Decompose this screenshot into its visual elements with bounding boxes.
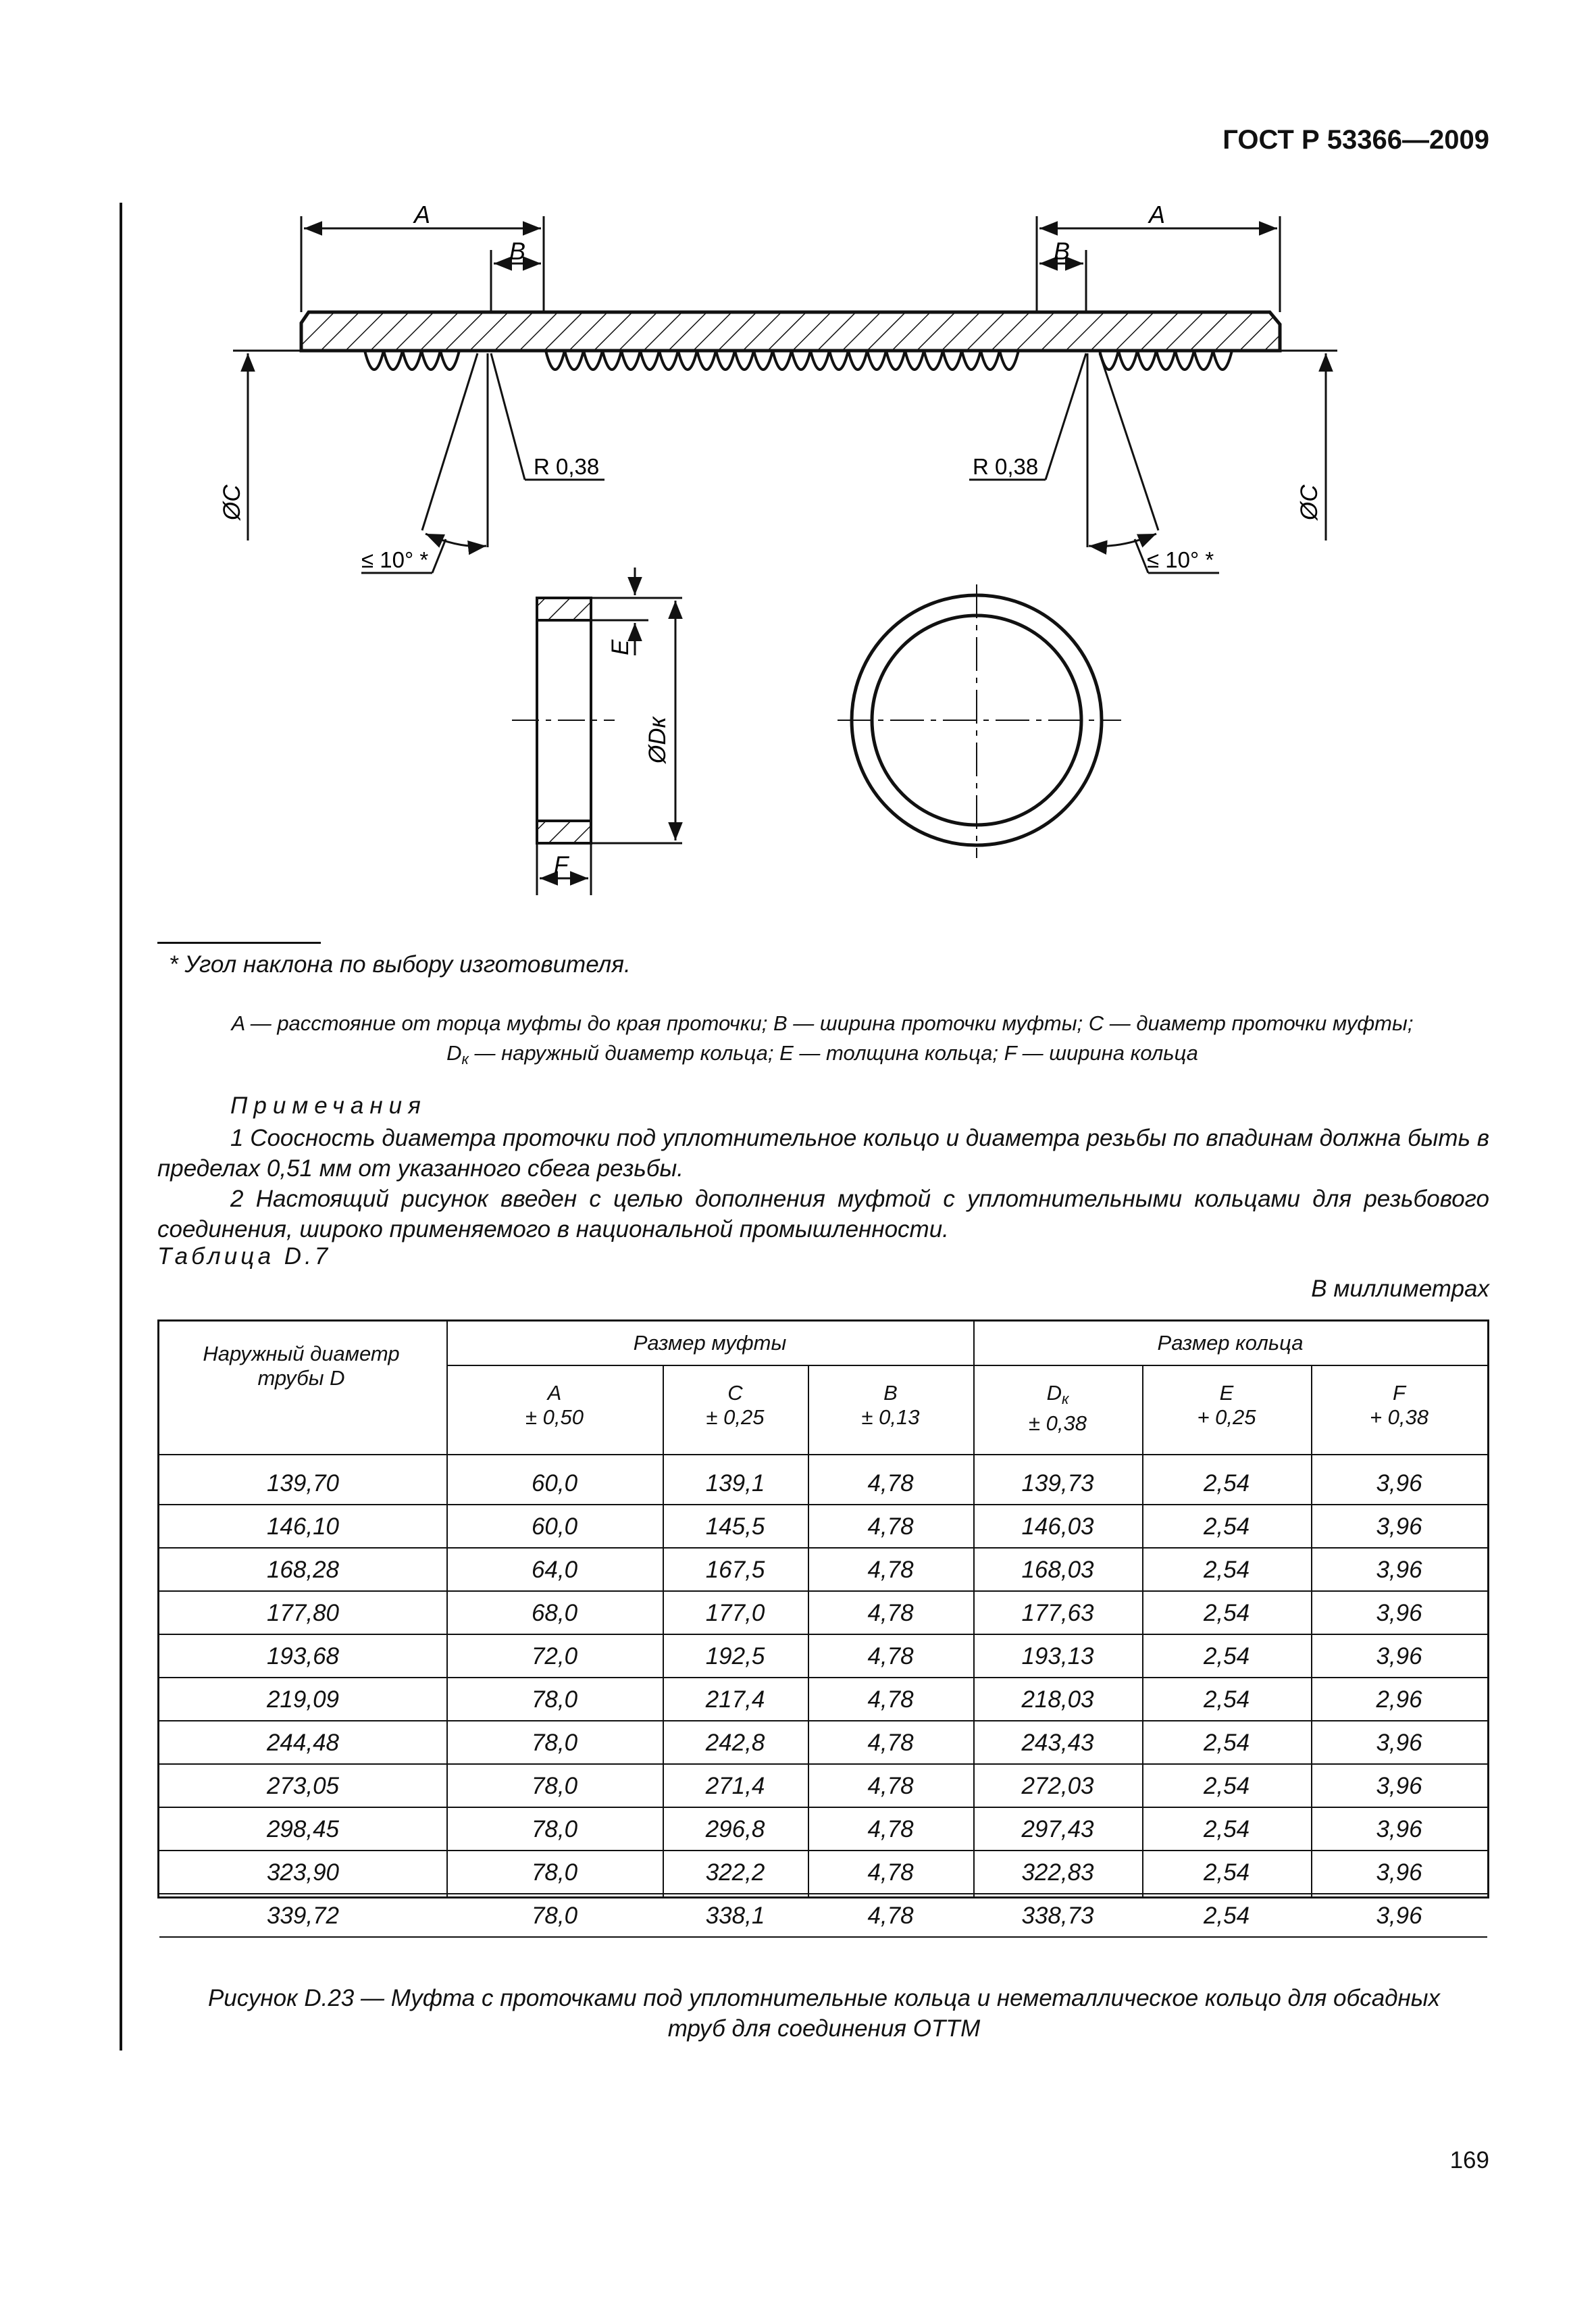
table-cell: 146,03: [1021, 1513, 1094, 1540]
table-cell: 78,0: [531, 1816, 578, 1842]
coupling-section: [301, 312, 1280, 351]
header-col-tolerance: + 0,25: [1197, 1405, 1256, 1429]
legend-dk-subscript: к: [461, 1051, 469, 1067]
table-cell: 2,54: [1203, 1859, 1250, 1886]
table-cell: 4,78: [867, 1600, 914, 1626]
table-cell: 4,78: [867, 1557, 914, 1583]
table-cell: 192,5: [705, 1643, 765, 1669]
header-col-name: C: [727, 1381, 743, 1405]
label-ring-thickness-e: E: [607, 639, 634, 655]
header-col-2: [663, 1381, 808, 1430]
header-group-coupling: Размер муфты: [633, 1331, 787, 1355]
header-col-5: [1142, 1381, 1311, 1430]
table-cell: 177,0: [705, 1600, 765, 1626]
header-col-3: [808, 1381, 973, 1430]
label-ring-diameter-dk: ØDк: [644, 716, 671, 763]
table-cell: 3,96: [1376, 1859, 1422, 1886]
table-cell: 3,96: [1376, 1730, 1422, 1756]
table-cell: 78,0: [531, 1859, 578, 1886]
table-cell: 339,72: [266, 1903, 340, 1929]
table-cell: 60,0: [531, 1470, 578, 1496]
header-col-tolerance: ± 0,25: [706, 1405, 765, 1429]
table-cell: 177,63: [1021, 1600, 1094, 1626]
legend-line-1: A — расстояние от торца муфты до края проточки; B — ширина проточки муфты; C — диаметр проточки муфты;: [231, 1011, 1414, 1035]
table-cell: 68,0: [531, 1600, 578, 1626]
table-cell: 2,54: [1203, 1903, 1250, 1929]
table-cell: 168,03: [1021, 1557, 1094, 1583]
table-cell: 298,45: [266, 1816, 340, 1842]
table-cell: 168,28: [266, 1557, 340, 1583]
table-cell: 167,5: [705, 1557, 765, 1583]
table-cell: 193,13: [1021, 1643, 1094, 1669]
table-cell: 78,0: [531, 1773, 578, 1799]
table-cell: 338,73: [1021, 1903, 1094, 1929]
table-cell: 4,78: [867, 1470, 914, 1496]
table-cell: 2,54: [1203, 1816, 1250, 1842]
label-ring-width-f: F: [554, 852, 569, 878]
label-diameter-c-left: ØC: [219, 484, 245, 520]
table-cell: 322,2: [705, 1859, 765, 1886]
table-cell: 297,43: [1021, 1816, 1094, 1842]
table-title: Таблица D.7: [157, 1243, 332, 1269]
table-cell: 3,96: [1376, 1600, 1422, 1626]
table-cell: 139,73: [1021, 1470, 1094, 1496]
header-col-name: $D_к$: [1046, 1381, 1069, 1407]
header-col-6: [1311, 1381, 1487, 1430]
notes-title: Примечания: [230, 1092, 427, 1119]
header-col-name: B: [883, 1381, 898, 1405]
header-col-4: [973, 1381, 1142, 1436]
ring-side-view: [512, 598, 615, 843]
table-cell: 4,78: [867, 1859, 914, 1886]
table-cell: 296,8: [705, 1816, 765, 1842]
table-cell: 3,96: [1376, 1513, 1422, 1540]
figure-caption: Рисунок D.23 — Муфта с проточками под уплотнительные кольца и неметаллическое кольцо для обсадных труб для соединения ОТТМ: [207, 1985, 1441, 2042]
table-cell: 72,0: [531, 1643, 578, 1669]
table-cell: 273,05: [266, 1773, 340, 1799]
header-col-tolerance: ± 0,38: [1029, 1411, 1087, 1435]
table-cell: 64,0: [531, 1557, 578, 1583]
table-cell: 139,70: [266, 1470, 340, 1496]
table-cell: 2,54: [1203, 1643, 1250, 1669]
note-1: 1 Соосность диаметра проточки под уплотнительное кольцо и диаметра резьбы по впадинам должна быть в пределах 0,51 мм от указанного сбега резьбы.: [157, 1125, 1489, 1182]
header-col-tolerance: + 0,38: [1369, 1405, 1429, 1429]
table-cell: 217,4: [705, 1686, 765, 1713]
table-cell: 3,96: [1376, 1816, 1422, 1842]
table-cell: 2,54: [1203, 1470, 1250, 1496]
table-cell: 177,80: [266, 1600, 340, 1626]
table-units: В миллиметрах: [1311, 1276, 1489, 1302]
header-col-name: A: [547, 1381, 562, 1405]
label-a-left: A: [413, 201, 431, 228]
header-col-tolerance: ± 0,13: [861, 1405, 920, 1429]
figure-legend: [155, 1009, 1489, 1074]
table-cell: 338,1: [705, 1903, 765, 1929]
legend-line-2: [155, 1038, 1489, 1074]
table-cell: 4,78: [867, 1643, 914, 1669]
label-angle-left: ≤ 10° *: [361, 547, 429, 572]
note-2: 2 Настоящий рисунок введен с целью дополнения муфтой с уплотнительными кольцами для резьбового соединения, широко применяемого в национальной промышленности.: [157, 1186, 1489, 1242]
table-cell: 323,90: [266, 1859, 340, 1886]
document-header: ГОСТ Р 53366—2009: [1222, 125, 1489, 155]
label-angle-right: ≤ 10° *: [1147, 547, 1214, 572]
table-cell: 2,96: [1376, 1686, 1422, 1713]
legend-dk: D: [446, 1041, 462, 1065]
table-cell: 4,78: [867, 1816, 914, 1842]
table-cell: 78,0: [531, 1903, 578, 1929]
label-a-right: A: [1148, 201, 1166, 228]
label-b-left: B: [509, 237, 526, 265]
table-cell: 3,96: [1376, 1557, 1422, 1583]
header-col-name: F: [1393, 1381, 1406, 1405]
label-radius-left: R 0,38: [534, 454, 600, 479]
table-cell: 193,68: [266, 1643, 340, 1669]
dimensions-table: [157, 1319, 1489, 1929]
table-cell: 4,78: [867, 1686, 914, 1713]
header-col-1: [446, 1381, 663, 1430]
header-outer-diameter: Наружный диаметр трубы D: [203, 1342, 400, 1390]
table-cell: 3,96: [1376, 1773, 1422, 1799]
table-cell: 4,78: [867, 1903, 914, 1929]
table-cell: 4,78: [867, 1513, 914, 1540]
label-diameter-c-right: ØC: [1296, 484, 1322, 520]
table-cell: 322,83: [1021, 1859, 1094, 1886]
header-group-ring: Размер кольца: [1157, 1331, 1304, 1355]
table-cell: 2,54: [1203, 1773, 1250, 1799]
table-cell: 78,0: [531, 1686, 578, 1713]
table-cell: 146,10: [266, 1513, 340, 1540]
table-cell: 60,0: [531, 1513, 578, 1540]
legend-line-2-text: — наружный диаметр кольца; E — толщина кольца; F — ширина кольца: [468, 1041, 1198, 1065]
footnote: * Угол наклона по выбору изготовителя.: [169, 951, 631, 978]
label-b-right: B: [1053, 237, 1071, 265]
table-cell: 2,54: [1203, 1513, 1250, 1540]
table-cell: 271,4: [705, 1773, 765, 1799]
footnote-rule: [157, 942, 321, 944]
table-cell: 2,54: [1203, 1730, 1250, 1756]
ring-front-view: [838, 584, 1121, 858]
table-cell: 244,48: [266, 1730, 340, 1756]
table-cell: 272,03: [1021, 1773, 1094, 1799]
table-cell: 2,54: [1203, 1686, 1250, 1713]
table-cell: 3,96: [1376, 1643, 1422, 1669]
table-cell: 78,0: [531, 1730, 578, 1756]
table-cell: 139,1: [705, 1470, 765, 1496]
table-cell: 3,96: [1376, 1903, 1422, 1929]
table-cell: 2,54: [1203, 1600, 1250, 1626]
table-cell: 3,96: [1376, 1470, 1422, 1496]
table-cell: 4,78: [867, 1773, 914, 1799]
header-col-subscript: к: [1062, 1390, 1069, 1407]
table-cell: 218,03: [1021, 1686, 1094, 1713]
dimension-lines: [248, 216, 1326, 573]
table-cell: 145,5: [705, 1513, 765, 1540]
table-body-divider: [159, 1454, 1487, 1455]
header-col-name: E: [1219, 1381, 1234, 1405]
table-cell: 2,54: [1203, 1557, 1250, 1583]
label-radius-right: R 0,38: [973, 454, 1039, 479]
table-cell: 219,09: [266, 1686, 340, 1713]
table-header-divider: [446, 1365, 1487, 1366]
header-col-tolerance: ± 0,50: [525, 1405, 584, 1429]
table-cell: 242,8: [705, 1730, 765, 1756]
page-number: 169: [1449, 2147, 1489, 2173]
technical-drawing: [0, 0, 1596, 932]
table-cell: 243,43: [1021, 1730, 1094, 1756]
table-cell: 4,78: [867, 1730, 914, 1756]
